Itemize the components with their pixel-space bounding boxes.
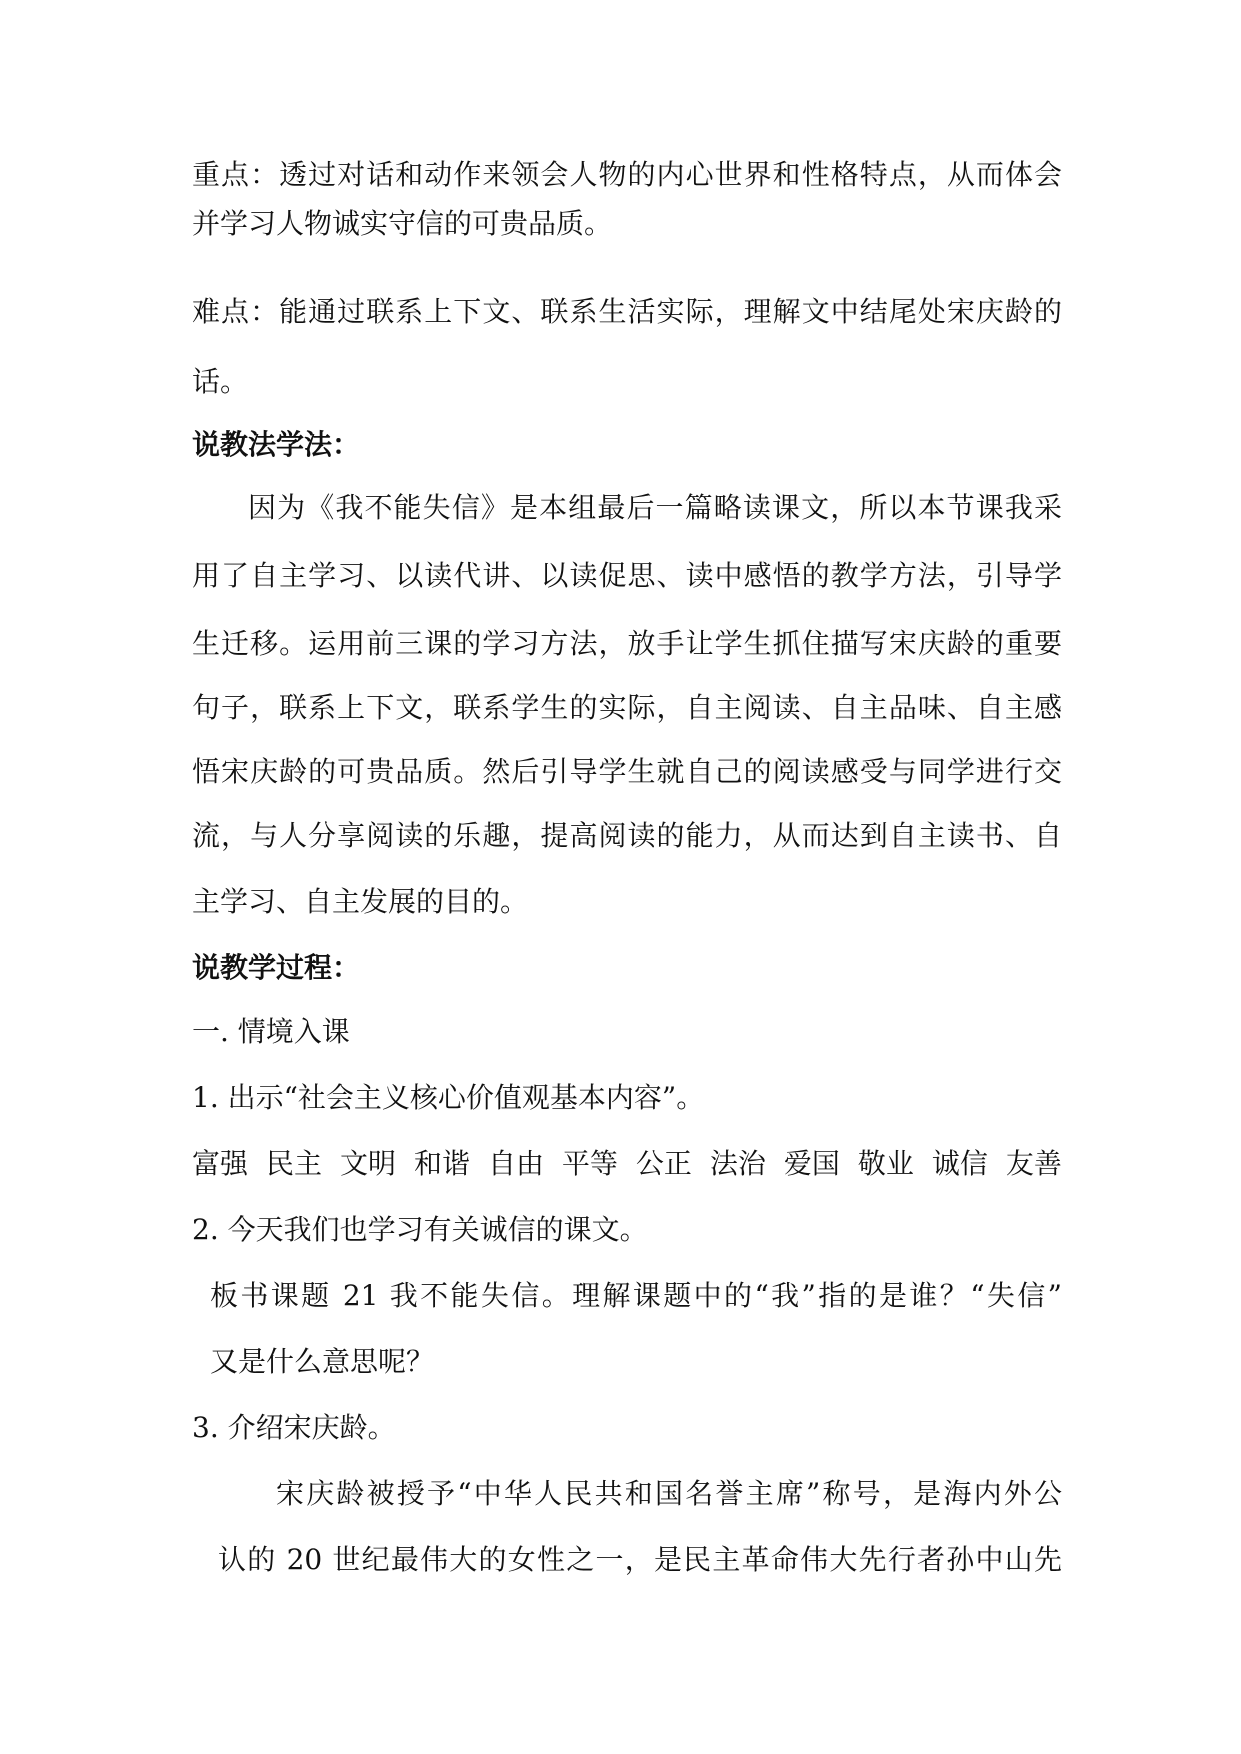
item-2: 2. 今天我们也学习有关诚信的课文。: [192, 1213, 648, 1246]
value-item: 富强: [192, 1147, 249, 1180]
value-item: 民主: [265, 1147, 322, 1180]
value-item: 平等: [561, 1147, 618, 1180]
value-item: 爱国: [783, 1147, 840, 1180]
item-1: 1. 出示“社会主义核心价值观基本内容”。: [192, 1081, 705, 1114]
methods-line-3: 生迁移。运用前三课的学习方法，放手让学生抓住描写宋庆龄的重要: [192, 627, 1062, 660]
value-item: 法治: [709, 1147, 766, 1180]
methods-heading: 说教法学法：: [192, 428, 361, 461]
item-2-detail-2: 又是什么意思呢？: [210, 1345, 435, 1378]
focus-line-2: 并学习人物诚实守信的可贵品质。: [192, 207, 613, 240]
value-item: 友善: [1005, 1147, 1062, 1180]
value-item: 文明: [339, 1147, 396, 1180]
core-values-list: [192, 1144, 1062, 1184]
value-item: 公正: [635, 1147, 692, 1180]
methods-line-1: 因为《我不能失信》是本组最后一篇略读课文，所以本节课我采: [248, 491, 1062, 524]
methods-line-2: 用了自主学习、以读代讲、以读促思、读中感悟的教学方法，引导学: [192, 559, 1062, 592]
item-3-para-line-1: 宋庆龄被授予“中华人民共和国名誉主席”称号，是海内外公: [276, 1477, 1062, 1510]
value-item: 和谐: [413, 1147, 470, 1180]
item-3-para-line-2: 认的 20 世纪最伟大的女性之一，是民主革命伟大先行者孙中山先: [218, 1543, 1062, 1576]
item-2-detail-1: 板书课题 21 我不能失信。理解课题中的“我”指的是谁？“失信”: [210, 1279, 1062, 1312]
methods-line-4: 句子，联系上下文，联系学生的实际，自主阅读、自主品味、自主感: [192, 691, 1062, 724]
focus-line-1: 重点：透过对话和动作来领会人物的内心世界和性格特点，从而体会: [192, 158, 1062, 191]
process-heading: 说教学过程：: [192, 951, 361, 984]
value-item: 诚信: [931, 1147, 988, 1180]
section-1-title: 一. 情境入课: [192, 1015, 350, 1048]
value-item: 敬业: [857, 1147, 914, 1180]
methods-line-7: 主学习、自主发展的目的。: [192, 885, 529, 918]
value-item: 自由: [487, 1147, 544, 1180]
difficulty-line-2: 话。: [192, 365, 249, 398]
item-3: 3. 介绍宋庆龄。: [192, 1411, 396, 1444]
methods-line-6: 流，与人分享阅读的乐趣，提高阅读的能力，从而达到自主读书、自: [192, 819, 1062, 852]
difficulty-line-1: 难点：能通过联系上下文、联系生活实际，理解文中结尾处宋庆龄的: [192, 295, 1062, 328]
methods-line-5: 悟宋庆龄的可贵品质。然后引导学生就自己的阅读感受与同学进行交: [192, 755, 1062, 788]
